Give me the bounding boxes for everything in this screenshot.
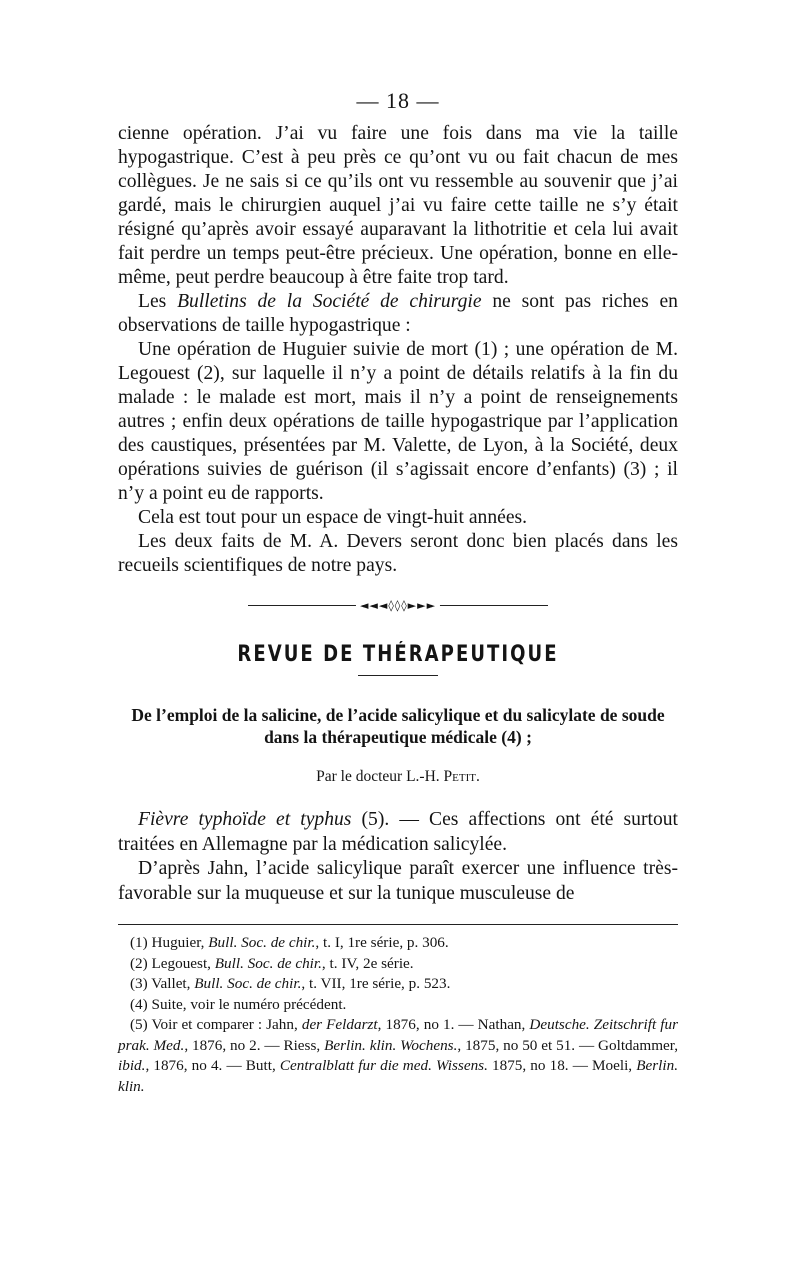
footnotes <box>118 933 678 1097</box>
footnote: (5) Voir et comparer : Jahn, der Feldarzt, 1876, no 1. — Nathan, Deutsche. Zeitschrift fur prak. Med., 1876, no 2. — Riess, Berlin. klin. Wochens., 1875, no 50 et 51. — Goltdammer, ibid., 1876, no 4. — Butt, Centralblatt fur die med. Wissens. 1875, no 18. — Moeli, Berlin. klin. <box>118 1016 678 1095</box>
book-page <box>118 88 678 1097</box>
footnote-rule <box>118 924 678 925</box>
author-line: Par le docteur L.-H. Petit. <box>316 768 480 785</box>
article-text <box>118 808 678 906</box>
paragraph: Les deux faits de M. A. Devers seront donc bien placés dans les recueils scientifiques de notre pays. <box>118 531 678 576</box>
article-title: De l’emploi de la salicine, de l’acide salicylique et du salicylate de soude dans la thérapeutique médicale (4) ; <box>131 705 665 747</box>
footnote: (2) Legouest, Bull. Soc. de chir., t. IV, 2e série. <box>130 954 414 972</box>
paragraph: Une opération de Huguier suivie de mort (1) ; une opération de M. Legouest (2), sur laquelle il n’y a point de détails relatifs à la fin du malade : le malade est mort, mais il n’y a point de renseignements autres ; enfin deux opérations de taille hypogastrique par l’application des caustiques, présentées par M. Valette, de Lyon, à la Société, deux opérations suivies de guérison (il s’agissait encore d’enfants) (3) ; il n’y a point eu de rapports. <box>118 339 678 504</box>
ornament-icon: ◄◄◄◊◊◊►►► <box>356 600 440 612</box>
paragraph: cienne opération. J’ai vu faire une fois dans ma vie la taille hypogastrique. C’est à peu près ce qu’ont vu ou fait chacun de mes collègues. Je ne sais si ce qu’ils ont vu ressemble au souvenir que j’ai gardé, mais le chirurgien auquel j’ai vu faire cette taille ne s’y était résigné qu’après avoir essayé auparavant la lithotritie et cela lui avait fait perdre un temps peut-être précieux. Une opération, bonne en elle-même, peut perdre beaucoup à être faite trop tard. <box>118 123 678 288</box>
paragraph: Fièvre typhoïde et typhus (5). — Ces affections ont été surtout traitées en Allemagne par la médication salicylée. <box>118 809 678 855</box>
paragraph: D’après Jahn, l’acide salicylique paraît exercer une influence très-favorable sur la muqueuse et sur la tunique musculeuse de <box>118 858 678 904</box>
footnote: (3) Vallet, Bull. Soc. de chir., t. VII, 1re série, p. 523. <box>130 975 451 992</box>
footnote: (4) Suite, voir le numéro précédent. <box>130 995 347 1013</box>
continued-text <box>118 122 678 578</box>
paragraph: Les Bulletins de la Société de chirurgie ne sont pas riches en observations de taille hypogastrique : <box>118 291 678 336</box>
footnote: (1) Huguier, Bull. Soc. de chir., t. I, 1re série, p. 306. <box>130 934 449 951</box>
ornamental-divider <box>248 600 548 612</box>
section-title: REVUE DE THÉRAPEUTIQUE <box>237 642 559 667</box>
paragraph: Cela est tout pour un espace de vingt-huit années. <box>138 507 528 528</box>
title-rule <box>358 675 438 676</box>
page-number: — 18 — <box>356 88 440 113</box>
